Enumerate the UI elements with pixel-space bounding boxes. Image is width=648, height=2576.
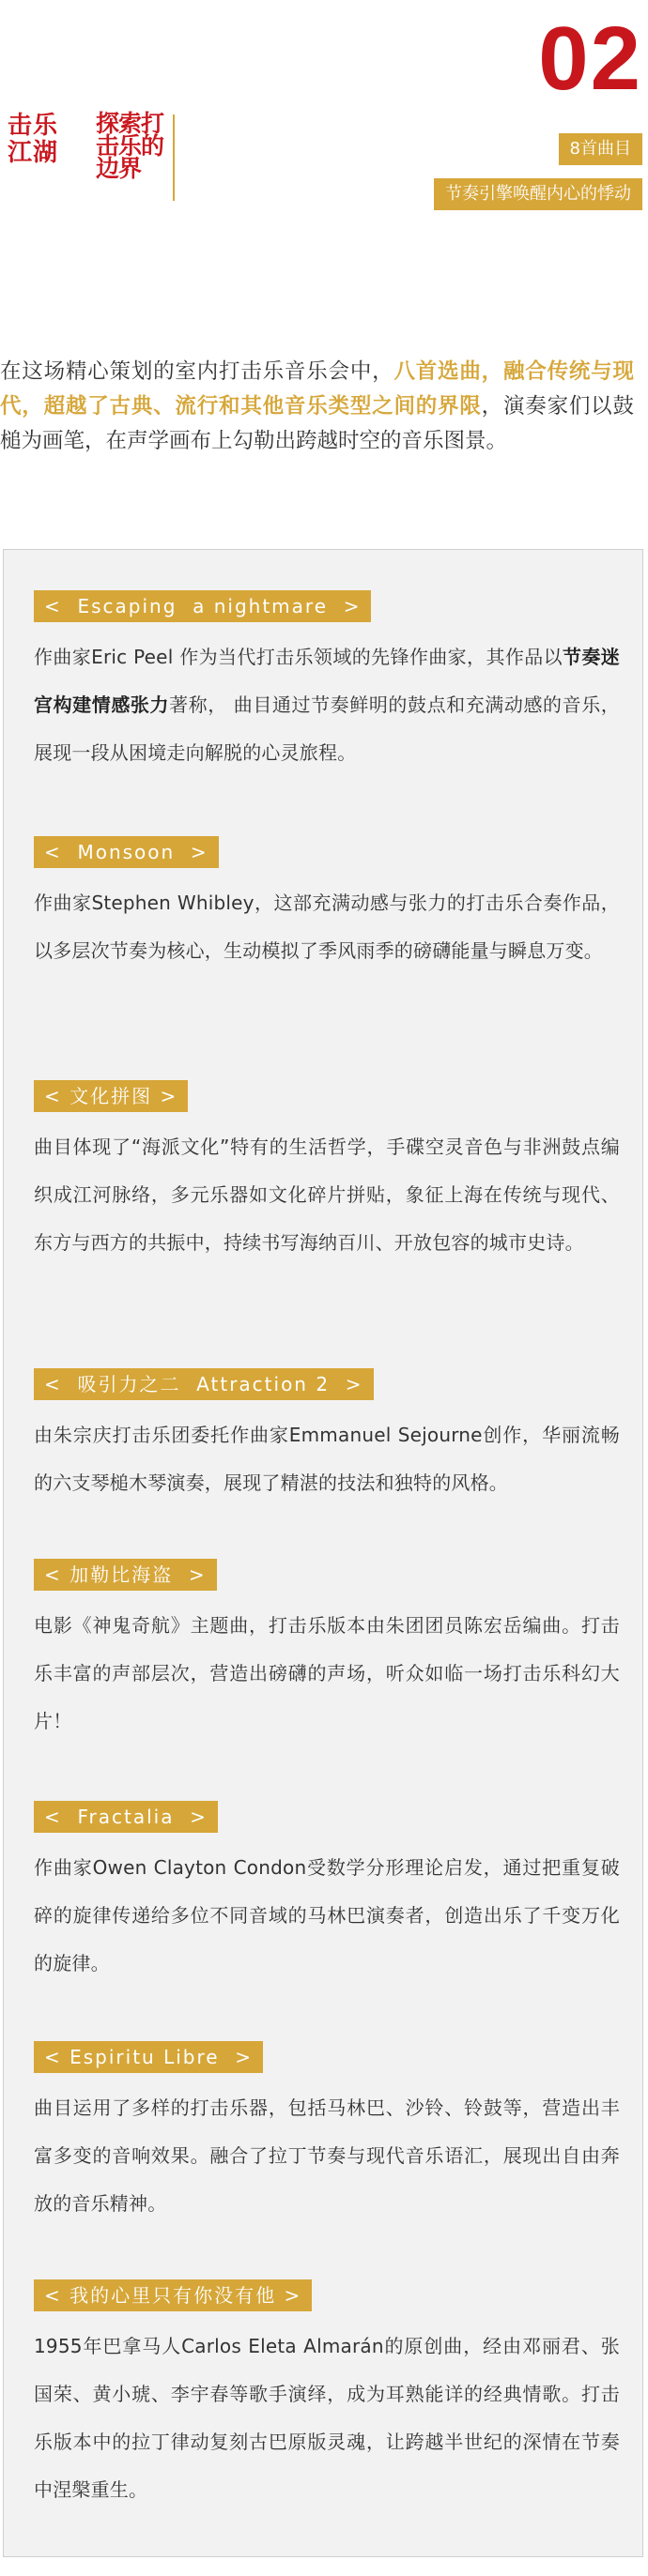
program-item [34, 590, 620, 777]
program-panel [3, 549, 643, 2557]
intro-text-end: ，演奏家们以鼓槌为画笔，在声学画布上勾勒出跨越时空的音乐图景。 [0, 394, 634, 453]
program-item [34, 1801, 620, 1988]
program-item-title: < 吸引力之二 Attraction 2 > [34, 1368, 374, 1400]
program-item-title: < 加勒比海盗 > [34, 1559, 217, 1591]
program-item [34, 1368, 620, 1507]
program-item-title: < 文化拼图 > [34, 1080, 188, 1112]
program-item-title: < Fractalia > [34, 1801, 218, 1833]
program-item-title: < Escaping a nightmare > [34, 590, 371, 622]
header [0, 0, 648, 244]
intro-paragraph [0, 355, 634, 459]
program-item [34, 1080, 620, 1267]
program-item [34, 1559, 620, 1745]
description-text-end: 著称， 曲目通过节奏鲜明的鼓点和充满动感的音乐，展现一段从困境走向解脱的心灵旅程。 [34, 694, 620, 764]
program-item-description: 由朱宗庆打击乐团委托作曲家Emmanuel Sejourne创作，华丽流畅的六支琴槌木琴演奏，展现了精湛的技法和独特的风格。 [34, 1424, 620, 1494]
program-item-description [34, 633, 620, 777]
intro-highlight: 八首选曲，融合传统与现代，超越了古典、流行和其他音乐类型之间的界限 [0, 359, 634, 419]
description-text: 作曲家Eric Peel 作为当代打击乐领域的先锋作曲家，其作品以 [34, 646, 563, 668]
program-item-title: < 我的心里只有你没有他 > [34, 2279, 312, 2311]
intro-text: 在这场精心策划的室内打击乐音乐会中， [0, 359, 394, 384]
program-item-title: < Espiritu Libre > [34, 2041, 263, 2073]
program-item-description: 曲目运用了多样的打击乐器，包括马林巴、沙铃、铃鼓等，营造出丰富多变的音响效果。融合了拉丁节奏与现代音乐语汇，展现出自由奔放的音乐精神。 [34, 2096, 620, 2215]
program-item [34, 2279, 620, 2514]
logo-subtitle: 探索打击乐的边界 [96, 110, 164, 182]
logo-title: 击乐江湖 [8, 112, 59, 167]
logo-divider [173, 114, 175, 201]
description-emphasis: 节奏迷宫构建情感张力 [34, 646, 620, 716]
program-item [34, 2041, 620, 2228]
track-count-tag: 8首曲目 [559, 133, 642, 165]
program-item [34, 836, 620, 975]
program-item-description: 曲目体现了“海派文化”特有的生活哲学，手碟空灵音色与非洲鼓点编织成江河脉络，多元乐器如文化碎片拼贴，象征上海在传统与现代、东方与西方的共振中，持续书写海纳百川、开放包容的城市史诗。 [34, 1136, 620, 1254]
program-item-description: 作曲家Owen Clayton Condon受数学分形理论启发，通过把重复破碎的旋律传递给多位不同音域的马林巴演奏者，创造出乐了千变万化的旋律。 [34, 1856, 620, 1974]
program-item-title: < Monsoon > [34, 836, 219, 868]
program-item-description: 作曲家Stephen Whibley，这部充满动感与张力的打击乐合奏作品，以多层次节奏为核心，生动模拟了季风雨季的磅礴能量与瞬息万变。 [34, 892, 620, 962]
program-item-description: 电影《神鬼奇航》主题曲，打击乐版本由朱团团员陈宏岳编曲。打击乐丰富的声部层次，营造出磅礴的声场，听众如临一场打击乐科幻大片！ [34, 1614, 620, 1732]
logo [8, 110, 164, 206]
issue-number: 02 [538, 8, 642, 109]
program-item-description: 1955年巴拿马人Carlos Eleta Almarán的原创曲，经由邓丽君、张国荣、黄小琥、李宇春等歌手演绎，成为耳熟能详的经典情歌。打击乐版本中的拉丁律动复刻古巴原版灵魂，让跨越半世纪的深情在节奏中涅槃重生。 [34, 2335, 620, 2501]
theme-tag: 节奏引擎唤醒内心的悸动 [434, 178, 642, 210]
